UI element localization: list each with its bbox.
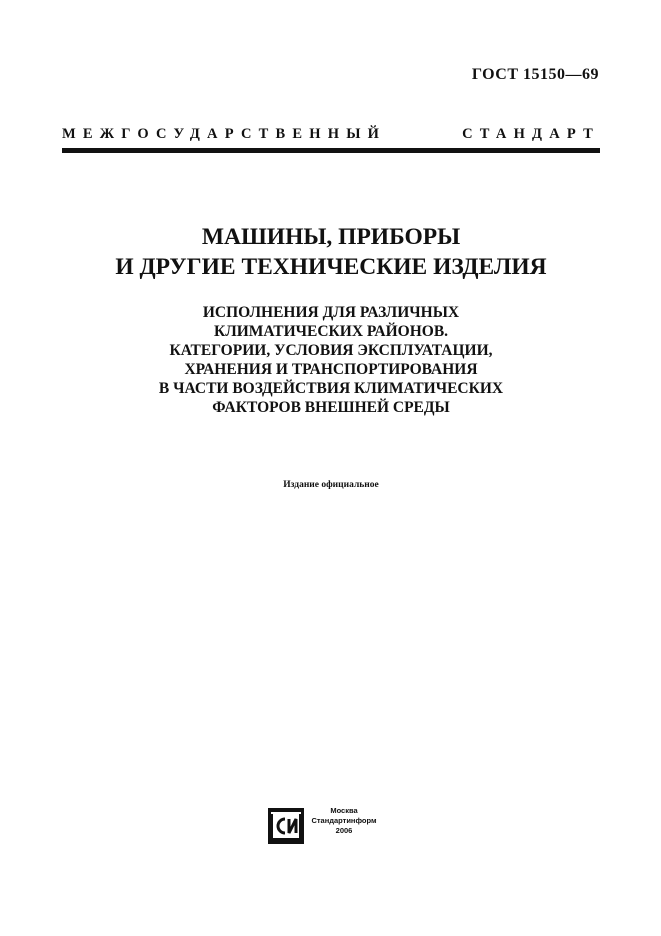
subtitle-line-5: В ЧАСТИ ВОЗДЕЙСТВИЯ КЛИМАТИЧЕСКИХ bbox=[158, 380, 504, 397]
main-title bbox=[62, 222, 600, 282]
subtitle-line-4: ХРАНЕНИЯ И ТРАНСПОРТИРОВАНИЯ bbox=[184, 361, 478, 378]
gost-code: ГОСТ 15150—69 bbox=[471, 66, 599, 83]
standard-type-heading: МЕЖГОСУДАРСТВЕННЫЙ СТАНДАРТ bbox=[62, 126, 600, 142]
subtitle-line-3: КАТЕГОРИИ, УСЛОВИЯ ЭКСПЛУАТАЦИИ, bbox=[169, 342, 493, 359]
subtitle bbox=[62, 303, 600, 417]
publication-year: 2006 bbox=[335, 826, 353, 835]
publisher-city: Москва bbox=[330, 806, 358, 815]
subtitle-line-2: КЛИМАТИЧЕСКИХ РАЙОНОВ. bbox=[213, 323, 449, 340]
subtitle-line-1: ИСПОЛНЕНИЯ ДЛЯ РАЗЛИЧНЫХ bbox=[202, 304, 460, 321]
standartinform-logo-icon bbox=[268, 808, 304, 844]
main-title-line-2: И ДРУГИЕ ТЕХНИЧЕСКИЕ ИЗДЕЛИЯ bbox=[115, 254, 547, 280]
publisher-name: Стандартинформ bbox=[311, 816, 377, 825]
publisher-imprint bbox=[308, 806, 380, 836]
main-title-line-1: МАШИНЫ, ПРИБОРЫ bbox=[201, 224, 461, 250]
header-divider bbox=[62, 148, 600, 153]
edition-label: Издание официальное bbox=[283, 480, 379, 490]
subtitle-line-6: ФАКТОРОВ ВНЕШНЕЙ СРЕДЫ bbox=[212, 399, 450, 416]
